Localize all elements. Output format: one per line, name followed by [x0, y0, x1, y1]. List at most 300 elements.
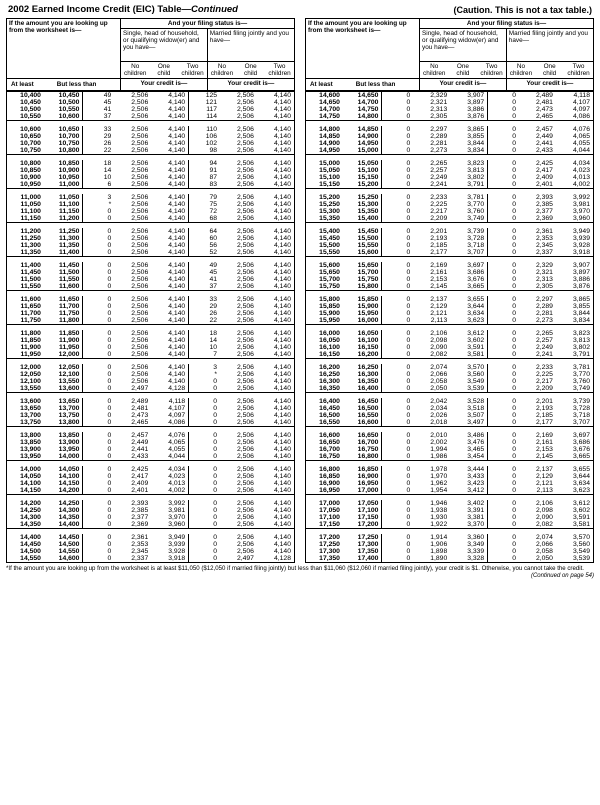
cell-single-two-children: 4,140	[151, 147, 188, 155]
page-title-bar	[6, 4, 594, 18]
right-col-one-child-1: One child	[456, 63, 470, 77]
cell-at-least: 15,400	[319, 228, 340, 235]
cell-married-two-children: 3,949	[572, 228, 590, 235]
cell-married-two-children: 4,140	[273, 99, 291, 106]
table-row	[306, 160, 594, 167]
cell-married-no-children: 0	[189, 521, 220, 529]
cell-single-one-child: 2,177	[413, 249, 450, 257]
cell-married-one-child: 2,506	[236, 228, 254, 235]
cell-but-less-than: 15,950	[357, 310, 379, 317]
cell-at-least: 12,000	[20, 364, 41, 371]
cell-at-least: 13,750	[7, 419, 44, 427]
cell-married-no-children: 0	[488, 269, 519, 276]
cell-single-no-children: 6	[83, 181, 114, 189]
cell-but-less-than: 16,400	[343, 385, 382, 393]
cell-but-less-than: 15,850	[357, 296, 379, 303]
cell-single-one-child: 2,066	[430, 371, 448, 378]
cell-married-no-children: 0	[189, 541, 220, 548]
cell-married-no-children: 0	[488, 201, 519, 208]
cell-married-one-child: 2,098	[535, 507, 553, 514]
cell-married-no-children: 0	[488, 480, 519, 487]
table-row	[306, 147, 594, 155]
cell-single-one-child: 1,890	[413, 555, 450, 563]
cell-but-less-than: 16,500	[357, 405, 379, 412]
cell-single-one-child: 2,417	[131, 473, 149, 480]
cell-married-two-children: 4,140	[273, 412, 291, 419]
cell-but-less-than: 11,150	[59, 208, 80, 215]
cell-single-no-children: *	[83, 201, 114, 208]
cell-single-one-child: 1,898	[430, 548, 448, 555]
cell-married-one-child: 2,506	[236, 507, 254, 514]
cell-single-no-children: 0	[83, 405, 114, 412]
cell-married-no-children: 0	[488, 147, 519, 155]
left-credit-is-1: Your credit is—	[121, 79, 208, 91]
cell-married-two-children: 4,140	[257, 521, 295, 529]
cell-at-least: 15,150	[306, 181, 343, 189]
cell-single-no-children: 0	[382, 385, 413, 393]
cell-married-no-children: 72	[189, 208, 220, 215]
cell-single-no-children: 0	[382, 249, 413, 257]
cell-single-no-children: 0	[83, 303, 114, 310]
cell-married-two-children: 4,118	[573, 92, 590, 99]
cell-married-no-children: 0	[488, 473, 519, 480]
cell-single-two-children: 4,140	[168, 160, 186, 167]
cell-single-one-child: 2,329	[430, 92, 448, 99]
cell-at-least: 16,950	[306, 487, 343, 495]
cell-single-one-child: 2,074	[430, 364, 448, 371]
table-row	[306, 310, 594, 317]
cell-married-two-children: 3,676	[572, 446, 590, 453]
cell-at-least: 14,150	[7, 487, 44, 495]
cell-single-no-children: 0	[382, 235, 413, 242]
cell-married-one-child: 2,145	[519, 453, 556, 461]
cell-single-two-children: 3,339	[467, 548, 485, 555]
cell-married-no-children: 106	[189, 133, 220, 140]
cell-married-one-child: 2,385	[535, 201, 553, 208]
cell-at-least: 10,850	[20, 167, 41, 174]
cell-at-least: 16,600	[319, 432, 340, 439]
cell-married-one-child: 2,506	[236, 330, 254, 337]
left-amount-header	[7, 19, 121, 79]
cell-single-one-child: 2,002	[430, 439, 448, 446]
cell-at-least: 16,900	[319, 480, 340, 487]
cell-married-one-child: 2,506	[236, 337, 254, 344]
cell-but-less-than: 14,050	[58, 466, 80, 473]
cell-at-least: 16,150	[306, 351, 343, 359]
cell-married-no-children: 0	[488, 303, 519, 310]
table-row	[7, 303, 295, 310]
table-row	[306, 446, 594, 453]
cell-at-least: 14,700	[319, 106, 340, 113]
cell-married-no-children: 0	[488, 351, 519, 359]
cell-married-one-child: 2,506	[236, 466, 254, 473]
cell-but-less-than: 11,200	[44, 215, 83, 223]
cell-single-one-child: 2,506	[131, 126, 149, 133]
cell-married-no-children: 0	[488, 521, 519, 529]
cell-but-less-than: 14,950	[357, 140, 379, 147]
cell-single-two-children: 3,560	[467, 371, 485, 378]
right-status-single: Single, head of household, or qualifying widow(er) and you have—	[420, 29, 507, 62]
cell-married-one-child: 2,337	[519, 249, 556, 257]
cell-married-one-child: 2,369	[519, 215, 556, 223]
cell-married-two-children: 4,140	[273, 446, 291, 453]
cell-single-no-children: 0	[382, 181, 413, 189]
cell-single-no-children: 0	[382, 208, 413, 215]
cell-single-no-children: 0	[83, 371, 114, 378]
cell-single-one-child: 2,497	[114, 385, 151, 393]
cell-but-less-than: 17,050	[357, 500, 379, 507]
cell-single-no-children: 0	[382, 364, 413, 371]
table-row	[7, 466, 295, 473]
cell-married-two-children: 4,140	[273, 201, 291, 208]
cell-at-least: 13,800	[20, 432, 41, 439]
cell-married-no-children: 0	[488, 296, 519, 303]
cell-married-one-child: 2,050	[519, 555, 556, 563]
table-columns	[6, 18, 594, 563]
cell-single-two-children: 3,823	[467, 160, 485, 167]
cell-married-no-children: 0	[189, 385, 220, 393]
cell-single-two-children: 3,992	[168, 500, 186, 507]
cell-single-two-children: 4,140	[168, 378, 186, 385]
cell-but-less-than: 13,600	[44, 385, 83, 393]
cell-married-no-children: 0	[189, 439, 220, 446]
cell-single-no-children: 0	[83, 555, 114, 563]
cell-single-one-child: 2,506	[131, 167, 149, 174]
table-row	[306, 317, 594, 325]
cell-married-one-child: 2,506	[236, 269, 254, 276]
cell-single-no-children: 10	[83, 174, 114, 181]
cell-single-no-children: 0	[382, 276, 413, 283]
cell-single-two-children: 4,140	[168, 337, 186, 344]
cell-married-two-children: 3,707	[556, 419, 594, 427]
cell-single-one-child: 2,506	[131, 310, 149, 317]
cell-married-one-child: 2,506	[236, 303, 254, 310]
cell-married-no-children: 0	[488, 378, 519, 385]
cell-single-one-child: 2,161	[430, 269, 448, 276]
cell-married-no-children: 0	[488, 419, 519, 427]
cell-but-less-than: 11,350	[59, 242, 80, 249]
table-row	[306, 487, 594, 495]
cell-married-two-children: 4,086	[556, 113, 594, 121]
caution-note: (Caution. This is not a tax table.)	[453, 5, 592, 15]
right-col-no-children-1: No children	[420, 62, 449, 79]
cell-single-two-children: 4,140	[151, 249, 188, 257]
right-col-one-child-2: One child	[543, 63, 557, 77]
right-atleast-butless	[306, 79, 420, 91]
cell-single-two-children: 3,634	[467, 310, 485, 317]
cell-single-one-child: 2,506	[114, 181, 151, 189]
table-row	[306, 140, 594, 147]
cell-at-least: 10,400	[20, 92, 41, 99]
cell-at-least: 14,450	[20, 541, 41, 548]
cell-at-least: 13,900	[20, 446, 41, 453]
cell-single-two-children: 3,770	[467, 201, 485, 208]
table-row	[7, 405, 295, 412]
cell-single-no-children: 0	[382, 317, 413, 325]
cell-single-no-children: 0	[382, 113, 413, 121]
cell-married-no-children: 0	[488, 405, 519, 412]
cell-single-two-children: 3,949	[168, 534, 186, 541]
cell-single-one-child: 2,098	[430, 337, 448, 344]
cell-at-least: 10,500	[20, 106, 41, 113]
cell-but-less-than: 15,600	[343, 249, 382, 257]
cell-married-two-children: 3,770	[572, 371, 590, 378]
cell-single-two-children: 4,055	[168, 446, 186, 453]
cell-single-no-children: 0	[382, 487, 413, 495]
table-row	[306, 296, 594, 303]
cell-single-two-children: 4,140	[168, 235, 186, 242]
cell-but-less-than: 12,000	[44, 351, 83, 359]
cell-single-no-children: 0	[382, 337, 413, 344]
cell-at-least: 14,000	[20, 466, 41, 473]
cell-married-no-children: 0	[488, 133, 519, 140]
table-row	[7, 113, 295, 121]
cell-married-no-children: 121	[189, 99, 220, 106]
cell-but-less-than: 11,900	[59, 337, 80, 344]
cell-but-less-than: 12,100	[58, 371, 80, 378]
table-row	[7, 92, 295, 100]
cell-but-less-than: 11,500	[59, 269, 80, 276]
left-col-two-children-1: Two children	[181, 63, 204, 77]
cell-single-two-children: 4,140	[151, 351, 188, 359]
cell-single-no-children: 0	[83, 453, 114, 461]
cell-but-less-than: 15,450	[357, 228, 379, 235]
cell-married-one-child: 2,506	[236, 541, 254, 548]
cell-married-no-children: 0	[488, 99, 519, 106]
cell-single-one-child: 2,369	[114, 521, 151, 529]
cell-single-two-children: 4,140	[151, 215, 188, 223]
cell-at-least: 15,850	[319, 303, 340, 310]
cell-single-no-children: 0	[382, 432, 413, 439]
left-col-no-children-1: No children	[121, 62, 150, 79]
table-row	[306, 181, 594, 189]
table-row	[306, 473, 594, 480]
cell-married-two-children: 4,140	[273, 405, 291, 412]
cell-at-least: 17,250	[319, 541, 340, 548]
cell-married-one-child: 2,506	[236, 412, 254, 419]
cell-single-one-child: 2,409	[131, 480, 149, 487]
cell-but-less-than: 16,050	[357, 330, 379, 337]
cell-but-less-than: 14,900	[357, 133, 379, 140]
cell-single-two-children: 4,140	[151, 317, 188, 325]
cell-but-less-than: 16,150	[357, 344, 379, 351]
table-row	[7, 521, 295, 529]
cell-married-one-child: 2,465	[519, 113, 556, 121]
cell-married-no-children: 60	[189, 235, 220, 242]
cell-at-least: 11,050	[20, 201, 41, 208]
cell-married-one-child: 2,506	[220, 521, 257, 529]
table-row	[7, 167, 295, 174]
cell-at-least: 12,100	[20, 378, 41, 385]
cell-married-two-children: 4,140	[273, 92, 291, 99]
cell-married-two-children: 4,140	[273, 371, 291, 378]
cell-single-two-children: 4,140	[168, 228, 186, 235]
cell-single-no-children: 0	[83, 507, 114, 514]
cell-married-one-child: 2,506	[236, 500, 254, 507]
cell-married-no-children: 0	[488, 92, 519, 100]
cell-single-one-child: 2,449	[131, 439, 149, 446]
cell-married-two-children: 3,834	[556, 317, 594, 325]
cell-married-two-children: 4,140	[273, 310, 291, 317]
cell-married-no-children: 33	[189, 296, 220, 303]
cell-married-one-child: 2,506	[236, 201, 254, 208]
cell-married-one-child: 2,201	[535, 398, 553, 405]
cell-single-two-children: 3,728	[467, 235, 485, 242]
table-row	[7, 126, 295, 133]
cell-married-no-children: 26	[189, 310, 220, 317]
cell-but-less-than: 15,000	[343, 147, 382, 155]
cell-married-no-children: 29	[189, 303, 220, 310]
cell-married-no-children: 0	[488, 174, 519, 181]
cell-single-no-children: 0	[382, 160, 413, 167]
cell-but-less-than: 14,000	[44, 453, 83, 461]
cell-married-no-children: 7	[189, 351, 220, 359]
cell-married-one-child: 2,329	[535, 262, 553, 269]
cell-but-less-than: 11,600	[44, 283, 83, 291]
cell-at-least: 14,100	[20, 480, 41, 487]
cell-married-one-child: 2,506	[220, 113, 257, 121]
cell-at-least: 11,150	[7, 215, 44, 223]
cell-but-less-than: 10,650	[58, 126, 80, 133]
cell-single-no-children: 0	[382, 262, 413, 269]
cell-single-two-children: 4,140	[168, 167, 186, 174]
cell-single-no-children: 18	[83, 160, 114, 167]
cell-single-one-child: 2,506	[114, 283, 151, 291]
cell-but-less-than: 15,650	[357, 262, 379, 269]
table-row	[306, 92, 594, 100]
cell-married-no-children: 0	[488, 167, 519, 174]
cell-single-no-children: 41	[83, 106, 114, 113]
cell-married-no-children: 41	[189, 276, 220, 283]
table-row	[7, 344, 295, 351]
cell-at-least: 16,200	[319, 364, 340, 371]
cell-married-no-children: 91	[189, 167, 220, 174]
cell-at-least: 11,550	[7, 283, 44, 291]
cell-married-no-children: 0	[189, 378, 220, 385]
cell-married-no-children: 114	[189, 113, 220, 121]
cell-married-two-children: 3,560	[572, 541, 590, 548]
cell-but-less-than: 17,300	[357, 541, 379, 548]
cell-married-two-children: 4,140	[273, 140, 291, 147]
cell-at-least: 17,150	[306, 521, 343, 529]
table-row	[306, 126, 594, 133]
cell-single-no-children: 0	[83, 548, 114, 555]
cell-but-less-than: 16,900	[357, 473, 379, 480]
cell-married-two-children: 3,970	[572, 208, 590, 215]
cell-at-least: 11,300	[20, 242, 41, 249]
cell-married-no-children: 0	[488, 541, 519, 548]
cell-but-less-than: 15,400	[343, 215, 382, 223]
cell-single-two-children: 3,886	[467, 106, 485, 113]
cell-single-one-child: 2,018	[413, 419, 450, 427]
cell-single-one-child: 2,441	[131, 446, 149, 453]
left-amount-label: If the amount you are looking up from the worksheet is—	[9, 20, 108, 34]
cell-single-no-children: 0	[382, 296, 413, 303]
page-title-main: 2002 Earned Income Credit (EIC) Table	[8, 4, 182, 15]
cell-married-two-children: 4,013	[572, 174, 590, 181]
cell-married-no-children: 0	[189, 500, 220, 507]
cell-married-one-child: 2,185	[535, 412, 553, 419]
cell-at-least: 15,650	[319, 269, 340, 276]
cell-married-one-child: 2,506	[220, 283, 257, 291]
table-row	[306, 303, 594, 310]
cell-single-two-children: 3,970	[168, 514, 186, 521]
cell-at-least: 16,550	[306, 419, 343, 427]
cell-single-one-child: 2,185	[430, 242, 448, 249]
cell-married-one-child: 2,345	[535, 242, 553, 249]
cell-single-one-child: 2,249	[430, 174, 448, 181]
cell-but-less-than: 14,700	[357, 99, 379, 106]
cell-at-least: 11,950	[7, 351, 44, 359]
cell-single-one-child: 2,233	[430, 194, 448, 201]
table-row	[7, 541, 295, 548]
cell-single-two-children: 4,140	[168, 92, 186, 99]
cell-but-less-than: 11,100	[59, 201, 80, 208]
left-column	[6, 18, 295, 563]
cell-married-two-children: 3,907	[572, 262, 590, 269]
cell-single-two-children: 3,486	[467, 432, 485, 439]
cell-married-one-child: 2,113	[519, 487, 556, 495]
table-row	[7, 337, 295, 344]
cell-at-least: 16,800	[319, 466, 340, 473]
table-row	[7, 160, 295, 167]
cell-married-two-children: 4,140	[273, 378, 291, 385]
cell-at-least: 16,500	[319, 412, 340, 419]
cell-married-no-children: 52	[189, 249, 220, 257]
cell-but-less-than: 15,200	[343, 181, 382, 189]
cell-but-less-than: 15,800	[343, 283, 382, 291]
cell-married-no-children: 0	[488, 337, 519, 344]
table-row	[306, 337, 594, 344]
cell-single-one-child: 1,978	[430, 466, 448, 473]
cell-married-one-child: 2,506	[236, 133, 254, 140]
cell-married-one-child: 2,506	[220, 215, 257, 223]
cell-married-one-child: 2,425	[535, 160, 553, 167]
cell-at-least: 14,750	[306, 113, 343, 121]
cell-single-one-child: 2,377	[131, 514, 149, 521]
cell-married-no-children: 0	[488, 412, 519, 419]
table-row	[306, 555, 594, 563]
left-header-box	[6, 18, 295, 91]
right-header-box	[305, 18, 594, 91]
cell-married-one-child: 2,377	[535, 208, 553, 215]
cell-married-no-children: 0	[488, 507, 519, 514]
cell-married-one-child: 2,506	[220, 249, 257, 257]
cell-married-two-children: 4,140	[273, 480, 291, 487]
cell-single-one-child: 2,145	[413, 283, 450, 291]
cell-but-less-than: 14,150	[58, 480, 80, 487]
cell-but-less-than: 13,700	[58, 405, 80, 412]
cell-single-one-child: 2,481	[131, 405, 149, 412]
cell-single-two-children: 3,813	[467, 167, 485, 174]
cell-married-two-children: 3,781	[572, 364, 590, 371]
cell-at-least: 14,300	[20, 514, 41, 521]
cell-single-one-child: 2,506	[131, 269, 149, 276]
cell-married-one-child: 2,506	[236, 167, 254, 174]
table-row	[7, 439, 295, 446]
left-col-two-children-2: Two children	[268, 63, 291, 77]
table-row	[306, 167, 594, 174]
cell-single-two-children: 3,570	[467, 364, 485, 371]
cell-at-least: 11,850	[20, 337, 41, 344]
cell-single-two-children: 3,465	[467, 446, 485, 453]
footnote-text: *If the amount you are looking up from the worksheet is at least $11,050 ($12,050 if married filing jointly) but less than $11,060 ($12,060 if married filing jointly), your credit is $1. Otherwise, you cannot take the credit.	[6, 565, 584, 572]
table-row	[306, 344, 594, 351]
cell-married-no-children: 0	[189, 473, 220, 480]
cell-at-least: 16,450	[319, 405, 340, 412]
cell-but-less-than: 13,800	[44, 419, 83, 427]
cell-single-two-children: 4,140	[168, 269, 186, 276]
